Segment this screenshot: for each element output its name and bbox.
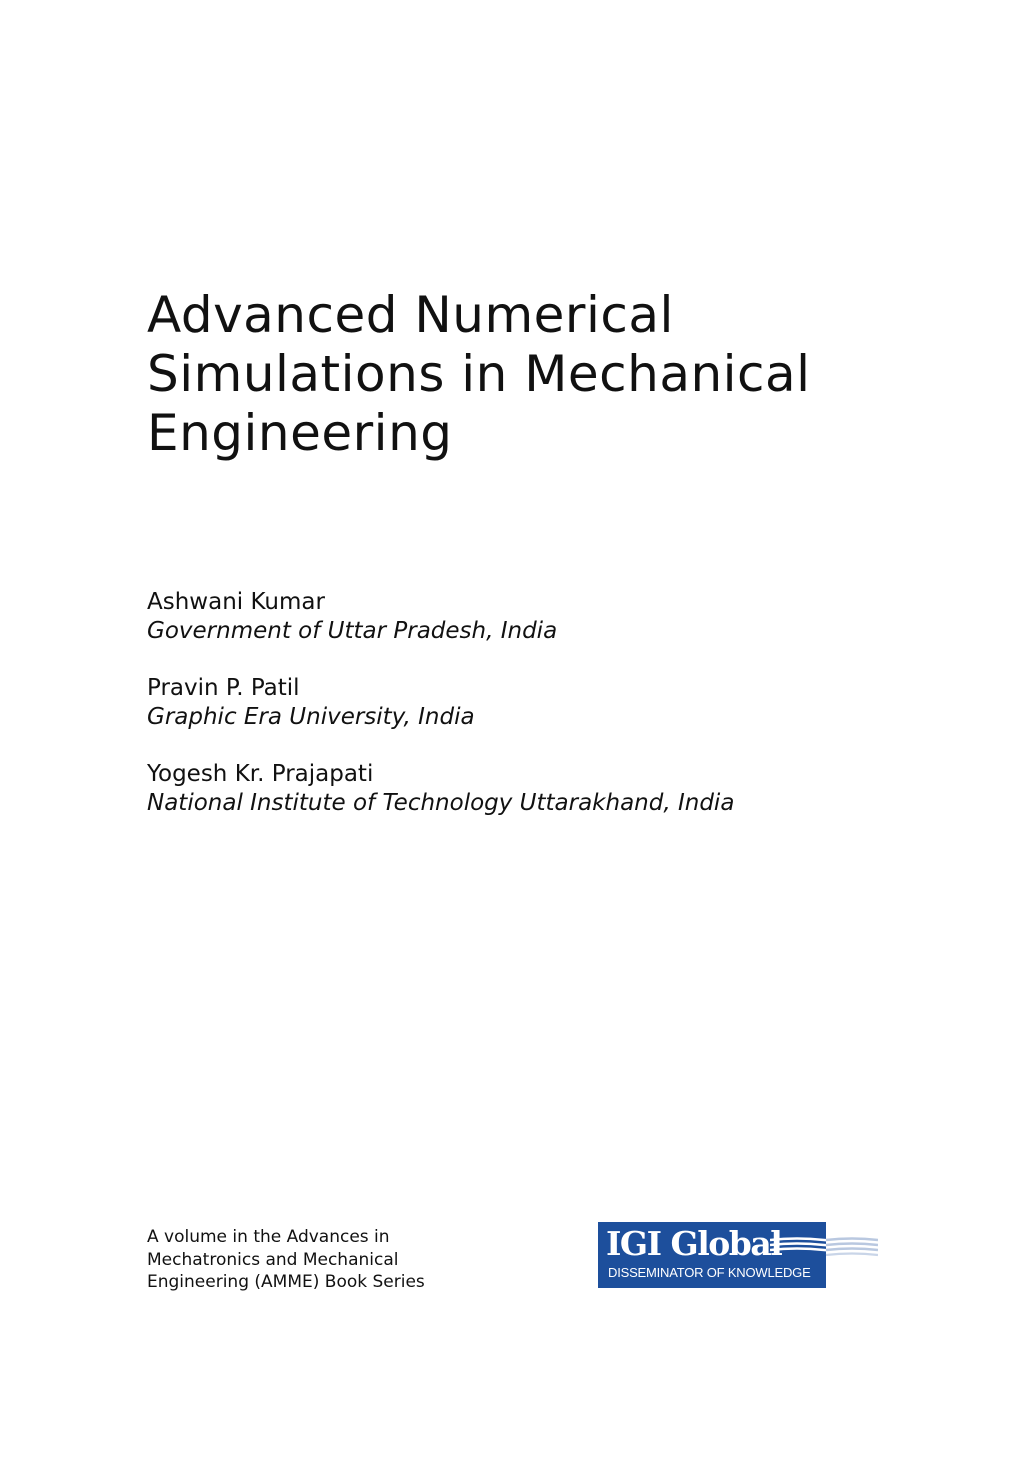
logo-wordmark: IGI Global — [606, 1224, 782, 1263]
editor-entry — [147, 760, 947, 818]
book-title — [147, 286, 947, 463]
book-title-line-3: Engineering — [147, 404, 453, 462]
igi-global-logo — [598, 1222, 878, 1290]
editor-name: Yogesh Kr. Prajapati — [147, 761, 374, 787]
book-title-line-1: Advanced Numerical — [147, 286, 674, 344]
editor-affiliation: Government of Uttar Pradesh, India — [147, 618, 558, 644]
editors-list — [147, 588, 947, 846]
book-title-line-2: Simulations in Mechanical — [147, 345, 811, 403]
wave-lines-icon — [770, 1236, 878, 1260]
series-line-1: A volume in the Advances in — [147, 1227, 390, 1247]
series-line-2: Mechatronics and Mechanical — [147, 1249, 399, 1270]
editor-entry — [147, 588, 947, 646]
editor-affiliation: Graphic Era University, India — [147, 704, 475, 730]
editor-affiliation: National Institute of Technology Uttarakhand, India — [147, 790, 735, 816]
series-line-3: Engineering (AMME) Book Series — [147, 1272, 425, 1292]
logo-tagline: DISSEMINATOR OF KNOWLEDGE — [608, 1265, 811, 1280]
editor-name: Ashwani Kumar — [147, 589, 325, 615]
editor-name: Pravin P. Patil — [147, 675, 300, 701]
editor-entry — [147, 674, 947, 732]
book-series-note — [147, 1226, 567, 1294]
